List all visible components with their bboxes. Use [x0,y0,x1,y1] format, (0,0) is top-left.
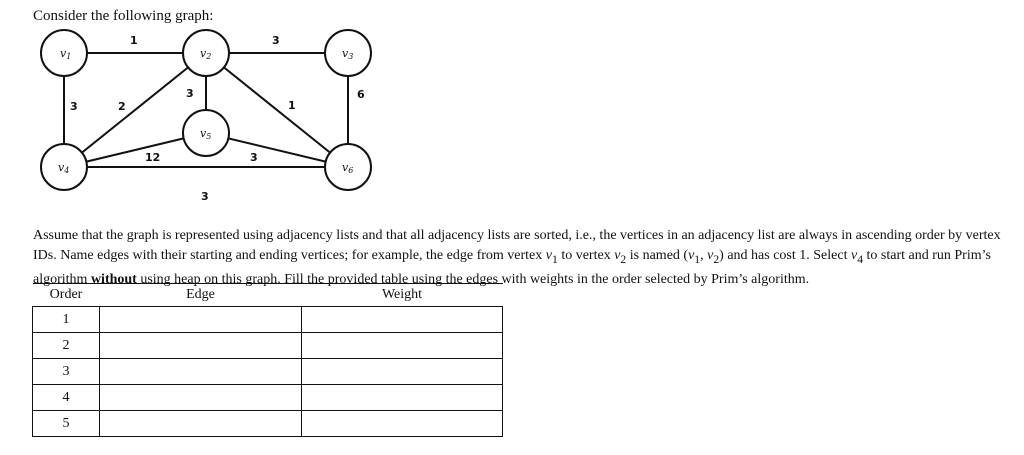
instructions-paragraph: Assume that the graph is represented using adjacency lists and that all adjacency lists are sorted, i.e., the vertices in an adjacency list are always in ascending order by vertex IDs. Name edges with their starting and ending vertices; for example, the edge from vertex $v_1$ to vertex $v_2$ is named ($v_1$, $v_2$) and has cost 1. Select $v_4$ to start and run Prim’s algorithm without using heap on this graph. Fill the provided table using the edges with weights in the order selected by Prim’s algorithm. [33,228,1001,287]
weight-v1-v2: 1 [130,34,138,47]
weight-v1-v4: 3 [70,100,78,113]
cell-weight[interactable] [302,333,503,359]
header-edge: Edge [100,284,302,307]
cell-edge[interactable] [100,359,302,385]
cell-edge[interactable] [100,385,302,411]
header-order: Order [33,284,100,307]
cell-weight[interactable] [302,359,503,385]
prim-table [32,283,503,437]
node-v5 [183,110,229,156]
graph-diagram [0,0,420,215]
node-v4-label: v4 [58,161,70,175]
weight-v5-v6: 3 [250,151,258,164]
header-weight: Weight [302,284,503,307]
node-v4 [41,144,87,190]
cell-order: 4 [33,385,100,411]
table-row [33,333,503,359]
node-v2-label: v2 [200,47,212,61]
weight-v4-v6: 3 [201,190,209,203]
cell-weight[interactable] [302,385,503,411]
cell-weight[interactable] [302,411,503,437]
cell-order: 2 [33,333,100,359]
intro-text: Consider the following graph: [33,8,214,24]
node-v1-label: v1 [60,47,72,61]
cell-edge[interactable] [100,307,302,333]
weight-v2-v5: 3 [186,87,194,100]
node-v3-label: v3 [342,47,354,61]
table-row [33,411,503,437]
table-row [33,307,503,333]
table-header-row [33,284,503,307]
weight-v3-v6: 6 [357,88,365,101]
node-v1 [41,30,87,76]
cell-order: 1 [33,307,100,333]
weight-v2-v3: 3 [272,34,280,47]
node-v6 [325,144,371,190]
node-v5-label: v5 [200,127,212,141]
node-v2 [183,30,229,76]
cell-edge[interactable] [100,411,302,437]
node-v6-label: v6 [342,161,354,175]
cell-order: 5 [33,411,100,437]
table-row [33,385,503,411]
weight-v2-v6: 1 [288,99,296,112]
cell-order: 3 [33,359,100,385]
cell-weight[interactable] [302,307,503,333]
weight-v2-v4: 2 [118,100,126,113]
weight-v4-v5: 12 [145,151,161,164]
table-row [33,359,503,385]
node-v3 [325,30,371,76]
cell-edge[interactable] [100,333,302,359]
